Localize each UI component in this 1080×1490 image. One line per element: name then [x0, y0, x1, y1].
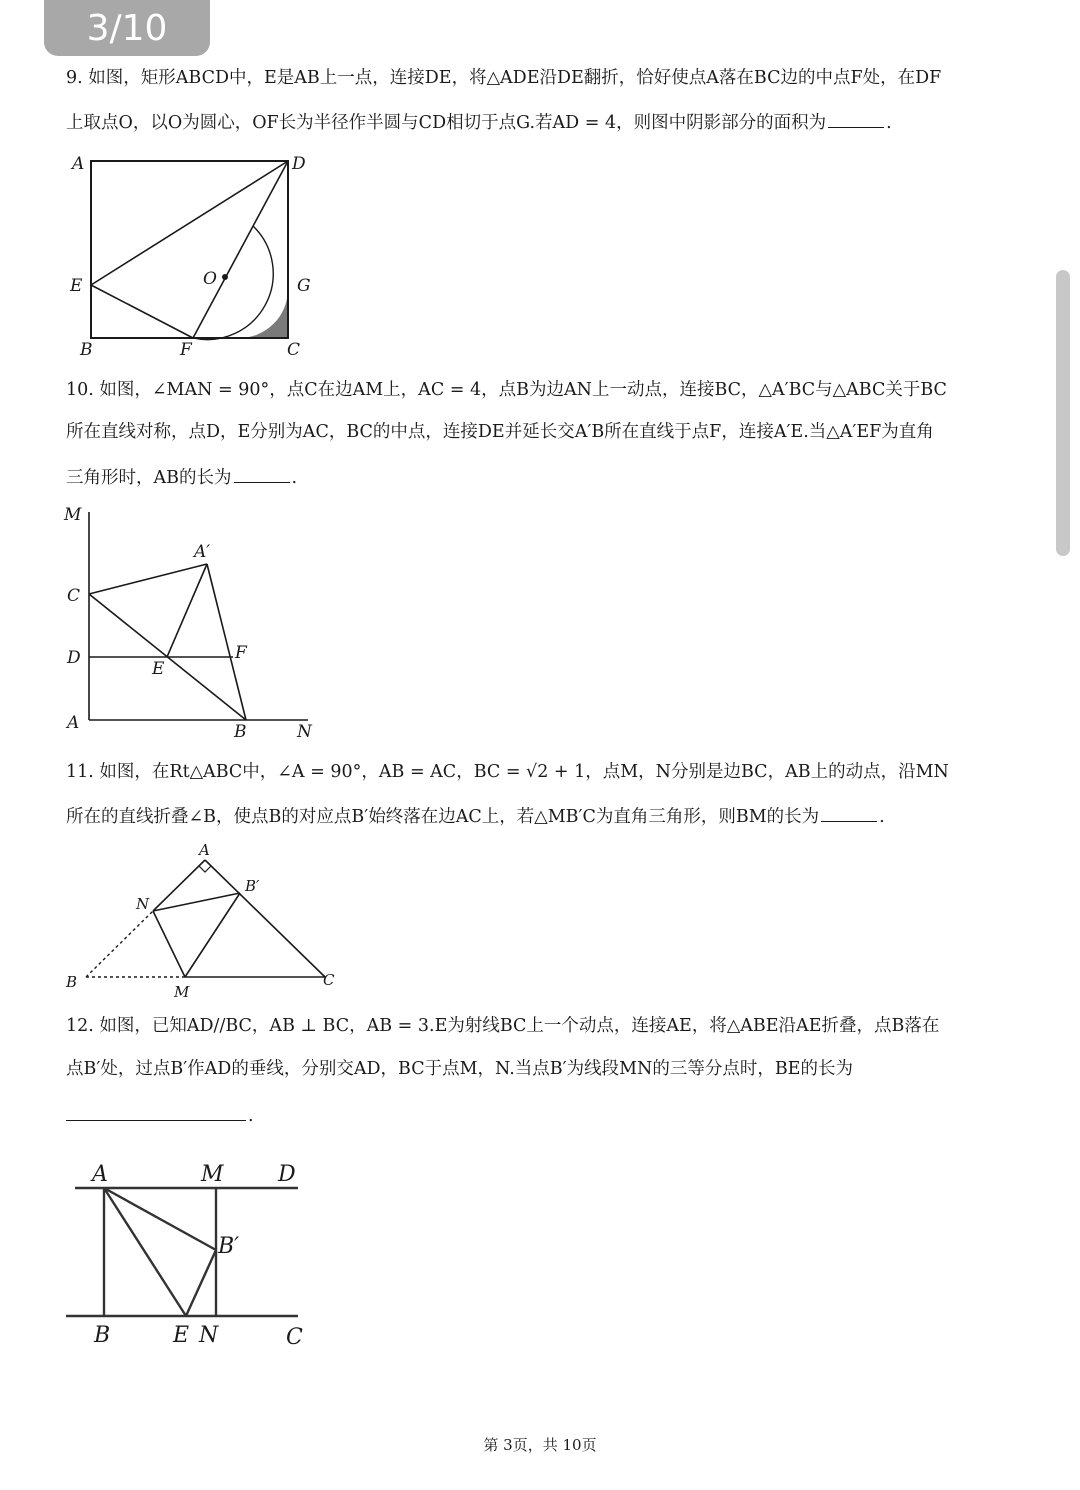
label-c: C	[287, 340, 301, 360]
problem-11-line-2	[66, 806, 885, 827]
label-b-prime: B′	[218, 1234, 240, 1259]
label-b-prime: B′	[245, 877, 260, 895]
label-m: M	[174, 983, 190, 1001]
label-m: M	[201, 1162, 224, 1187]
problem-10-line-3	[66, 467, 297, 488]
label-a: A	[92, 1162, 108, 1187]
label-e: E	[152, 659, 165, 679]
answer-blank[interactable]	[828, 112, 884, 128]
problem-10-text: 三角形时，AB的长为	[66, 468, 232, 488]
label-n: N	[297, 722, 312, 742]
label-b: B	[234, 722, 247, 742]
problem-9-text: 上取点O，以O为圆心，OF长为半径作半圆与CD相切于点G.若AD = 4，则图中阴影部分的面积为	[66, 113, 827, 133]
problem-9-figure	[60, 150, 330, 365]
segment-nb1	[153, 893, 240, 911]
label-e: E	[173, 1323, 190, 1348]
segment-df	[193, 161, 288, 338]
page-footer: 第 3页，共 10页	[483, 1436, 597, 1454]
answer-blank[interactable]	[821, 806, 877, 822]
label-c: C	[286, 1325, 303, 1350]
answer-blank[interactable]	[66, 1105, 246, 1121]
segment-ae	[104, 1188, 186, 1316]
segment-ef	[91, 285, 193, 338]
label-n: N	[136, 895, 150, 913]
segment-a1b	[207, 564, 246, 720]
scrollbar-thumb[interactable]	[1056, 270, 1070, 556]
dashed-bn	[86, 911, 153, 977]
label-o: O	[203, 269, 217, 289]
problem-12-line-2: 点B′处，过点B′作AD的垂线，分别交AD，BC于点M，N.当点B′为线段MN的三等分点时，BE的长为	[66, 1059, 853, 1079]
segment-a1e	[167, 564, 207, 657]
period: .	[879, 807, 885, 827]
label-n: N	[199, 1323, 219, 1348]
label-c: C	[323, 971, 335, 989]
shaded-region	[240, 290, 288, 338]
label-e: E	[70, 276, 83, 296]
problem-12-line-1: 12. 如图，已知AD//BC，AB ⊥ BC，AB = 3.E为射线BC上一个动点，连接AE，将△ABE沿AE折叠，点B落在	[66, 1016, 940, 1036]
problem-9-line-2	[66, 112, 892, 133]
rectangle-abcd	[91, 161, 288, 338]
label-d: D	[278, 1162, 296, 1187]
label-m: M	[64, 505, 82, 525]
label-g: G	[297, 276, 311, 296]
center-o	[222, 274, 228, 280]
problem-10-figure	[60, 500, 330, 745]
problem-9-line-1: 9. 如图，矩形ABCD中，E是AB上一点，连接DE，将△ADE沿DE翻折，恰好使点A落在BC边的中点F处，在DF	[66, 68, 942, 88]
segment-ca1	[89, 564, 207, 594]
answer-blank[interactable]	[234, 467, 290, 483]
label-b: B	[94, 1323, 111, 1348]
problem-12-figure	[60, 1150, 320, 1355]
label-a: A	[72, 154, 85, 174]
segment-mb1	[185, 893, 240, 977]
period: .	[248, 1106, 254, 1126]
segment-ab1	[104, 1188, 216, 1250]
problem-11-figure	[60, 835, 350, 1005]
problem-10-line-1: 10. 如图，∠MAN = 90°，点C在边AM上，AC = 4，点B为边AN上一动点，连接BC，△A′BC与△ABC关于BC	[66, 380, 947, 400]
label-d: D	[292, 154, 306, 174]
label-a: A	[199, 841, 210, 859]
segment-ab	[153, 860, 205, 911]
label-c: C	[67, 586, 81, 606]
label-a: A	[67, 713, 80, 733]
label-f: F	[180, 340, 192, 360]
label-d: D	[67, 648, 81, 668]
page-counter-badge: 3/10	[44, 0, 210, 56]
period: .	[886, 113, 892, 133]
problem-10-line-2: 所在直线对称，点D，E分别为AC，BC的中点，连接DE并延长交A′B所在直线于点F，连接A′E.当△A′EF为直角	[66, 422, 934, 442]
period: .	[291, 468, 298, 488]
problem-12-line-3	[66, 1105, 254, 1126]
label-a-prime: A′	[194, 542, 211, 562]
segment-b1e	[186, 1250, 216, 1316]
label-b: B	[66, 973, 78, 991]
segment-nm	[153, 911, 185, 977]
problem-11-text: 所在的直线折叠∠B，使点B的对应点B′始终落在边AC上，若△MB′C为直角三角形，则BM的长为	[66, 807, 820, 827]
problem-11-line-1: 11. 如图，在Rt△ABC中，∠A = 90°，AB = AC，BC = √2 + 1，点M，N分别是边BC，AB上的动点，沿MN	[66, 762, 949, 782]
segment-de	[91, 161, 288, 285]
label-f: F	[235, 643, 247, 663]
right-angle-mark	[199, 866, 211, 872]
label-b: B	[80, 340, 93, 360]
